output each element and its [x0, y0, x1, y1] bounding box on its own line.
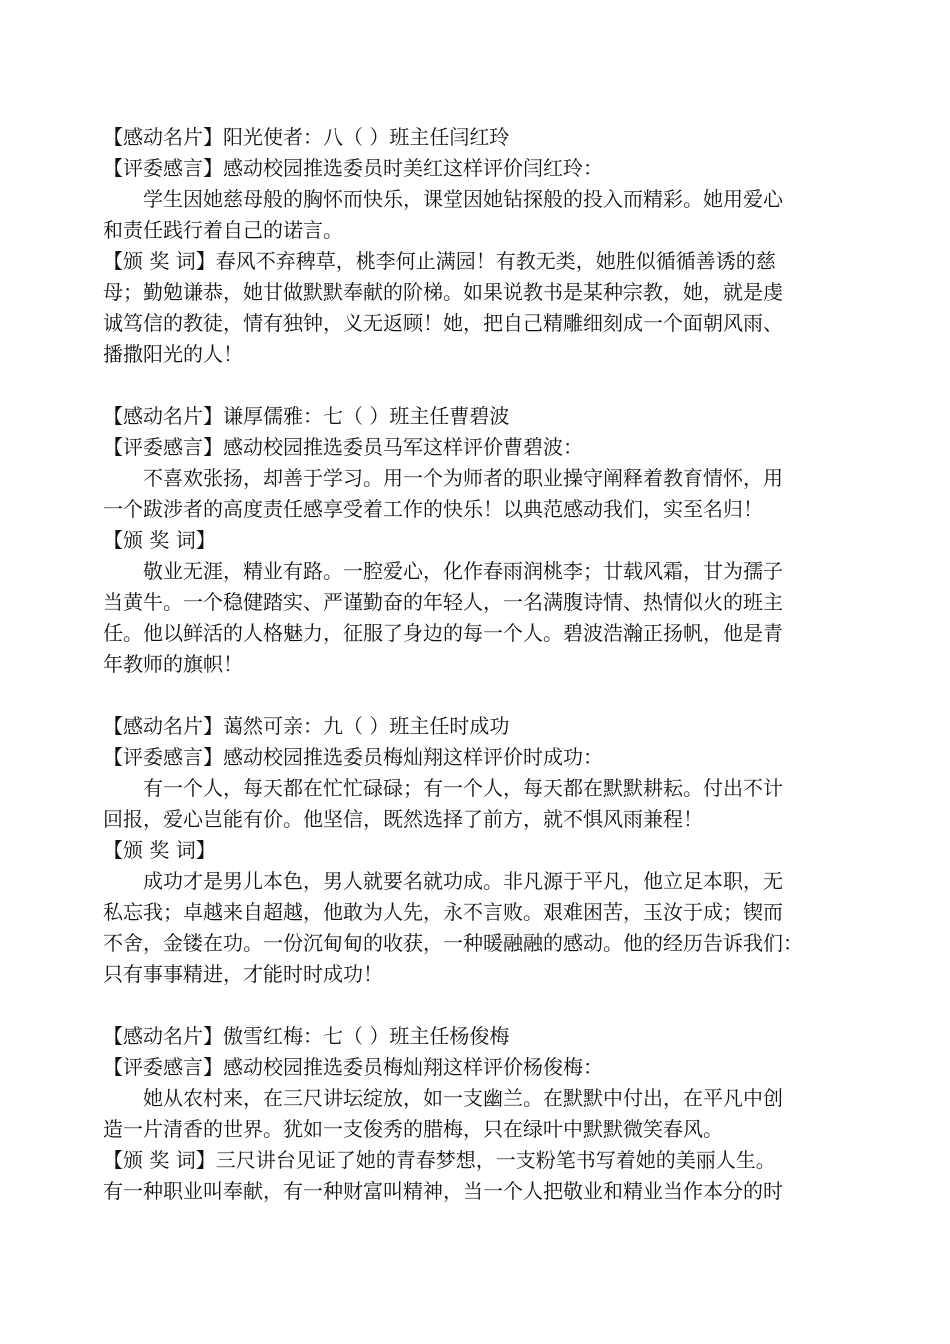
judge-comment-line: 学生因她慈母般的胸怀而快乐，课堂因她钻探般的投入而精彩。她用爱心 [143, 187, 783, 211]
judge-comment-line: 有一个人，每天都在忙忙碌碌；有一个人，每天都在默默耕耘。付出不计 [143, 776, 783, 800]
judge-comment-line: 和责任践行着自己的诺言。 [103, 218, 343, 242]
award-speech-line: 当黄牛。一个稳健踏实、严谨勤奋的年轻人，一名满腹诗情、热情似火的班主 [103, 590, 783, 614]
judge-intro: 【评委感言】感动校园推选委员梅灿翔这样评价杨俊梅： [103, 1055, 603, 1079]
judge-comment-line: 回报，爱心岂能有价。他坚信，既然选择了前方，就不惧风雨兼程！ [103, 807, 703, 831]
award-section [103, 122, 851, 370]
award-speech-line: 有一种职业叫奉献，有一种财富叫精神，当一个人把敬业和精业当作本分的时 [103, 1179, 783, 1203]
award-speech-line: 诚笃信的教徒，情有独钟，义无返顾！她，把自己精雕细刻成一个面朝风雨、 [103, 311, 783, 335]
award-section [103, 401, 851, 680]
award-speech-line: 只有事事精进，才能时时成功！ [103, 962, 383, 986]
award-section [103, 711, 851, 990]
card-title: 【感动名片】谦厚儒雅：七（ ）班主任曹碧波 [103, 404, 510, 428]
award-speech-line: 成功才是男儿本色，男人就要名就功成。非凡源于平凡，他立足本职，无 [143, 869, 783, 893]
judge-comment-line: 一个跋涉者的高度责任感享受着工作的快乐！以典范感动我们，实至名归！ [103, 497, 763, 521]
judge-comment-line: 造一片清香的世界。犹如一支俊秀的腊梅，只在绿叶中默默微笑春风。 [103, 1117, 723, 1141]
section-spacer [103, 680, 851, 711]
judge-intro: 【评委感言】感动校园推选委员梅灿翔这样评价时成功： [103, 745, 603, 769]
judge-intro: 【评委感言】感动校园推选委员马军这样评价曹碧波： [103, 435, 583, 459]
award-section [103, 1021, 851, 1207]
section-spacer [103, 990, 851, 1021]
award-speech-line: 任。他以鲜活的人格魅力，征服了身边的每一个人。碧波浩瀚正扬帆，他是青 [103, 621, 783, 645]
award-speech-heading: 【颁 奖 词】 [103, 838, 216, 862]
section-spacer [103, 370, 851, 401]
judge-comment-line: 她从农村来，在三尺讲坛绽放，如一支幽兰。在默默中付出，在平凡中创 [143, 1086, 783, 1110]
card-title: 【感动名片】阳光使者：八（ ）班主任闫红玲 [103, 125, 510, 149]
card-title: 【感动名片】蔼然可亲：九（ ）班主任时成功 [103, 714, 510, 738]
award-speech-line: 【颁 奖 词】三尺讲台见证了她的青春梦想，一支粉笔书写着她的美丽人生。 [103, 1148, 776, 1172]
award-speech-line: 私忘我；卓越来自超越，他敢为人先，永不言败。艰难困苦，玉汝于成；锲而 [103, 900, 783, 924]
document-body [103, 122, 851, 1207]
award-speech-line: 播撒阳光的人！ [103, 342, 243, 366]
award-speech-line: 【颁 奖 词】春风不弃稗草，桃李何止满园！有教无类，她胜似循循善诱的慈 [103, 249, 776, 273]
judge-intro: 【评委感言】感动校园推选委员时美红这样评价闫红玲： [103, 156, 603, 180]
award-speech-heading: 【颁 奖 词】 [103, 528, 216, 552]
award-speech-line: 年教师的旗帜！ [103, 652, 243, 676]
award-speech-line: 敬业无涯，精业有路。一腔爱心，化作春雨润桃李；廿载风霜，甘为孺子 [143, 559, 783, 583]
award-speech-line: 不舍，金镂在功。一份沉甸甸的收获，一种暖融融的感动。他的经历告诉我们： [103, 931, 803, 955]
award-speech-line: 母；勤勉谦恭，她甘做默默奉献的阶梯。如果说教书是某种宗教，她，就是虔 [103, 280, 783, 304]
judge-comment-line: 不喜欢张扬，却善于学习。用一个为师者的职业操守阐释着教育情怀，用 [143, 466, 783, 490]
card-title: 【感动名片】傲雪红梅：七（ ）班主任杨俊梅 [103, 1024, 510, 1048]
